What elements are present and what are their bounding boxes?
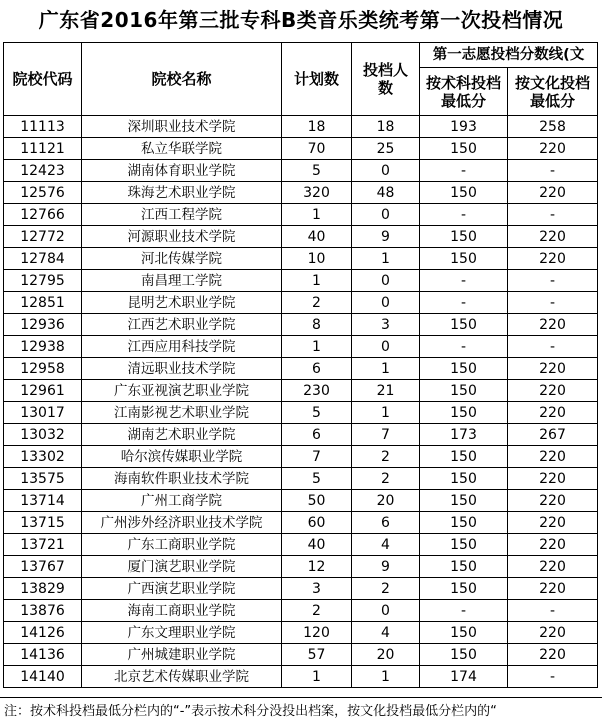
cell-plan: 5 — [282, 468, 352, 490]
cell-cult: 220 — [508, 534, 598, 556]
cell-plan: 57 — [282, 644, 352, 666]
cell-tech: 150 — [420, 446, 508, 468]
cell-cult: 220 — [508, 314, 598, 336]
cell-name: 广州城建职业学院 — [82, 644, 282, 666]
cell-plan: 5 — [282, 402, 352, 424]
cell-cult: - — [508, 336, 598, 358]
cell-cult: 220 — [508, 490, 598, 512]
cell-cult: - — [508, 292, 598, 314]
cell-plan: 40 — [282, 534, 352, 556]
header-cult-label: 按文化投档最低分 — [515, 73, 591, 110]
cell-tou: 1 — [352, 402, 420, 424]
table-body — [4, 116, 598, 688]
cell-plan: 40 — [282, 226, 352, 248]
cell-tou: 0 — [352, 292, 420, 314]
cell-tou: 20 — [352, 644, 420, 666]
header-cult — [508, 68, 598, 116]
cell-plan: 1 — [282, 666, 352, 688]
cell-tech: 150 — [420, 556, 508, 578]
cell-cult: 220 — [508, 226, 598, 248]
cell-tou: 4 — [352, 534, 420, 556]
cell-code: 13017 — [4, 402, 82, 424]
cell-name: 昆明艺术职业学院 — [82, 292, 282, 314]
cell-name: 私立华联学院 — [82, 138, 282, 160]
cell-cult: 220 — [508, 248, 598, 270]
cell-plan: 2 — [282, 292, 352, 314]
cell-tech: 150 — [420, 644, 508, 666]
cell-code: 12576 — [4, 182, 82, 204]
table-row — [4, 292, 598, 314]
cell-code: 12851 — [4, 292, 82, 314]
cell-plan: 6 — [282, 358, 352, 380]
cell-tech: - — [420, 160, 508, 182]
cell-cult: 220 — [508, 138, 598, 160]
cell-plan: 1 — [282, 270, 352, 292]
cell-code: 14126 — [4, 622, 82, 644]
cell-cult: - — [508, 204, 598, 226]
cell-tou: 2 — [352, 578, 420, 600]
cell-tech: 173 — [420, 424, 508, 446]
admission-table — [3, 42, 598, 688]
cell-code: 12423 — [4, 160, 82, 182]
cell-tou: 9 — [352, 226, 420, 248]
cell-tou: 1 — [352, 358, 420, 380]
cell-plan: 320 — [282, 182, 352, 204]
cell-tou: 9 — [352, 556, 420, 578]
cell-tou: 7 — [352, 424, 420, 446]
cell-cult: 220 — [508, 644, 598, 666]
cell-plan: 70 — [282, 138, 352, 160]
table-row — [4, 248, 598, 270]
cell-cult: 220 — [508, 578, 598, 600]
table-row — [4, 534, 598, 556]
cell-cult: 220 — [508, 402, 598, 424]
table-row — [4, 358, 598, 380]
cell-cult: 220 — [508, 468, 598, 490]
cell-cult: - — [508, 270, 598, 292]
header-group: 第一志愿投档分数线(文 — [420, 43, 598, 68]
cell-tech: 174 — [420, 666, 508, 688]
table-row — [4, 226, 598, 248]
cell-name: 江南影视艺术职业学院 — [82, 402, 282, 424]
cell-code: 12961 — [4, 380, 82, 402]
cell-name: 南昌理工学院 — [82, 270, 282, 292]
cell-cult: 220 — [508, 622, 598, 644]
cell-name: 广东文理职业学院 — [82, 622, 282, 644]
header-tech-label: 按术科投档最低分 — [426, 73, 502, 110]
cell-code: 12958 — [4, 358, 82, 380]
table-row — [4, 556, 598, 578]
table-row — [4, 644, 598, 666]
table-row — [4, 182, 598, 204]
cell-code: 12938 — [4, 336, 82, 358]
cell-code: 14140 — [4, 666, 82, 688]
cell-code: 11113 — [4, 116, 82, 138]
cell-name: 湖南艺术职业学院 — [82, 424, 282, 446]
cell-plan: 50 — [282, 490, 352, 512]
cell-code: 13032 — [4, 424, 82, 446]
cell-plan: 7 — [282, 446, 352, 468]
cell-tech: - — [420, 600, 508, 622]
cell-name: 广州工商学院 — [82, 490, 282, 512]
cell-name: 海南工商职业学院 — [82, 600, 282, 622]
cell-name: 河北传媒学院 — [82, 248, 282, 270]
cell-tou: 20 — [352, 490, 420, 512]
page-title: 广东省2016年第三批专科B类音乐类统考第一次投档情况 — [38, 8, 564, 32]
table-row — [4, 138, 598, 160]
table-row — [4, 578, 598, 600]
table-row — [4, 600, 598, 622]
cell-tou: 0 — [352, 336, 420, 358]
cell-tech: 150 — [420, 358, 508, 380]
cell-tech: - — [420, 270, 508, 292]
cell-tou: 0 — [352, 270, 420, 292]
table-row — [4, 512, 598, 534]
cell-name: 海南软件职业技术学院 — [82, 468, 282, 490]
cell-tech: 150 — [420, 248, 508, 270]
table-row — [4, 160, 598, 182]
cell-name: 江西应用科技学院 — [82, 336, 282, 358]
table-row — [4, 314, 598, 336]
cell-code: 13876 — [4, 600, 82, 622]
cell-name: 江西工程学院 — [82, 204, 282, 226]
cell-tou: 48 — [352, 182, 420, 204]
cell-cult: - — [508, 160, 598, 182]
cell-code: 12936 — [4, 314, 82, 336]
cell-cult: 220 — [508, 512, 598, 534]
cell-cult: 220 — [508, 182, 598, 204]
cell-plan: 120 — [282, 622, 352, 644]
cell-tou: 25 — [352, 138, 420, 160]
table-row — [4, 204, 598, 226]
cell-cult: 220 — [508, 446, 598, 468]
cell-name: 江西艺术职业学院 — [82, 314, 282, 336]
cell-code: 14136 — [4, 644, 82, 666]
cell-tou: 6 — [352, 512, 420, 534]
cell-tech: 150 — [420, 182, 508, 204]
header-plan: 计划数 — [282, 43, 352, 116]
cell-tou: 21 — [352, 380, 420, 402]
cell-tech: - — [420, 204, 508, 226]
cell-code: 12772 — [4, 226, 82, 248]
table-row — [4, 468, 598, 490]
cell-tech: 150 — [420, 512, 508, 534]
cell-cult: 258 — [508, 116, 598, 138]
cell-tech: 150 — [420, 314, 508, 336]
cell-tech: 150 — [420, 490, 508, 512]
cell-tech: 150 — [420, 578, 508, 600]
cell-tech: - — [420, 336, 508, 358]
cell-tech: 150 — [420, 402, 508, 424]
cell-plan: 18 — [282, 116, 352, 138]
table-row — [4, 402, 598, 424]
cell-plan: 1 — [282, 336, 352, 358]
cell-name: 厦门演艺职业学院 — [82, 556, 282, 578]
cell-name: 清远职业技术学院 — [82, 358, 282, 380]
table-row — [4, 622, 598, 644]
cell-code: 13575 — [4, 468, 82, 490]
cell-tech: 150 — [420, 380, 508, 402]
header-code: 院校代码 — [4, 43, 82, 116]
cell-name: 广州涉外经济职业技术学院 — [82, 512, 282, 534]
cell-plan: 8 — [282, 314, 352, 336]
cell-cult: 220 — [508, 380, 598, 402]
cell-plan: 10 — [282, 248, 352, 270]
cell-code: 11121 — [4, 138, 82, 160]
table-row — [4, 446, 598, 468]
header-tech — [420, 68, 508, 116]
cell-name: 深圳职业技术学院 — [82, 116, 282, 138]
cell-cult: - — [508, 600, 598, 622]
cell-tech: 150 — [420, 226, 508, 248]
cell-code: 13829 — [4, 578, 82, 600]
cell-plan: 5 — [282, 160, 352, 182]
cell-cult: - — [508, 666, 598, 688]
cell-code: 12766 — [4, 204, 82, 226]
cell-name: 北京艺术传媒职业学院 — [82, 666, 282, 688]
cell-name: 广西演艺职业学院 — [82, 578, 282, 600]
table-row — [4, 666, 598, 688]
cell-plan: 230 — [282, 380, 352, 402]
table-row — [4, 116, 598, 138]
header-tou-label: 投档人数 — [362, 61, 408, 97]
cell-name: 河源职业技术学院 — [82, 226, 282, 248]
cell-tech: 150 — [420, 138, 508, 160]
cell-tou: 0 — [352, 600, 420, 622]
table-row — [4, 380, 598, 402]
cell-tou: 2 — [352, 468, 420, 490]
cell-code: 13721 — [4, 534, 82, 556]
cell-tech: 150 — [420, 534, 508, 556]
table-row — [4, 424, 598, 446]
header-name: 院校名称 — [82, 43, 282, 116]
cell-tech: 150 — [420, 622, 508, 644]
cell-tou: 0 — [352, 204, 420, 226]
cell-plan: 6 — [282, 424, 352, 446]
cell-tech: 193 — [420, 116, 508, 138]
cell-tou: 2 — [352, 446, 420, 468]
cell-code: 12795 — [4, 270, 82, 292]
table-row — [4, 490, 598, 512]
header-tou — [352, 43, 420, 116]
cell-plan: 60 — [282, 512, 352, 534]
cell-name: 珠海艺术职业学院 — [82, 182, 282, 204]
table-row — [4, 270, 598, 292]
cell-tech: 150 — [420, 468, 508, 490]
cell-cult: 267 — [508, 424, 598, 446]
cell-plan: 1 — [282, 204, 352, 226]
cell-tou: 0 — [352, 160, 420, 182]
cell-name: 广东亚视演艺职业学院 — [82, 380, 282, 402]
cell-code: 12784 — [4, 248, 82, 270]
table-row — [4, 336, 598, 358]
cell-plan: 12 — [282, 556, 352, 578]
cell-tech: - — [420, 292, 508, 314]
cell-name: 哈尔滨传媒职业学院 — [82, 446, 282, 468]
cell-tou: 18 — [352, 116, 420, 138]
cell-plan: 3 — [282, 578, 352, 600]
cell-name: 湖南体育职业学院 — [82, 160, 282, 182]
cell-tou: 3 — [352, 314, 420, 336]
cell-tou: 4 — [352, 622, 420, 644]
cell-plan: 2 — [282, 600, 352, 622]
cell-code: 13302 — [4, 446, 82, 468]
cell-name: 广东工商职业学院 — [82, 534, 282, 556]
cell-code: 13715 — [4, 512, 82, 534]
cell-code: 13767 — [4, 556, 82, 578]
cell-cult: 220 — [508, 358, 598, 380]
cell-tou: 1 — [352, 248, 420, 270]
cell-cult: 220 — [508, 556, 598, 578]
cell-tou: 1 — [352, 666, 420, 688]
cell-code: 13714 — [4, 490, 82, 512]
footnote: 注：按术科投档最低分栏内的“-”表示按术科分没投出档案，按文化投档最低分栏内的“ — [0, 697, 602, 727]
